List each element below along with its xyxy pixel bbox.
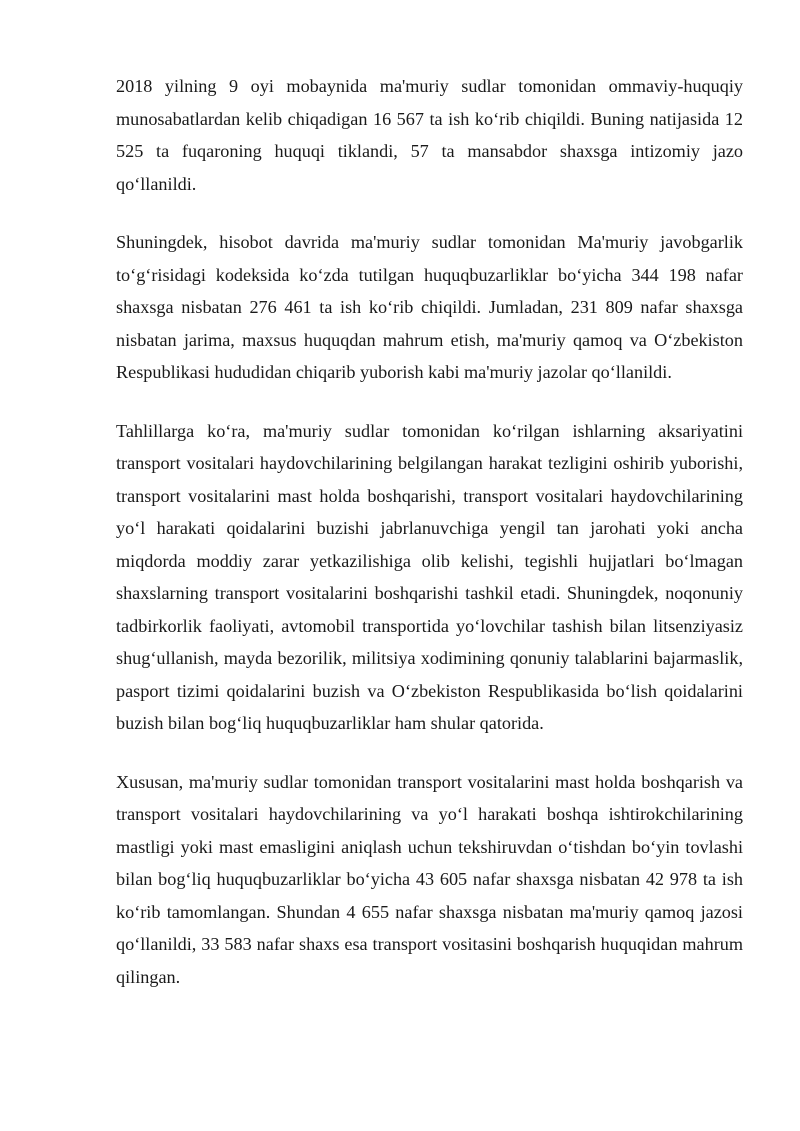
paragraph-drunk-driving-cases: Xususan, ma'muriy sudlar tomonidan transport vositalarini mast holda boshqarish va transport vositalari haydovchilarining va yo‘l harakati boshqa ishtirokchilarining mastligi yoki mast emasligini aniqlash uchun tekshiruvdan o‘tishdan bo‘yin tovlashi bilan bog‘liq huquqbuzarliklar bo‘yicha 43 605 nafar shaxsga nisbatan 42 978 ta ish ko‘rib tamomlangan. Shundan 4 655 nafar shaxsga nisbatan ma'muriy qamoq jazosi qo‘llanildi, 33 583 nafar shaxs esa transport vositasini boshqarish huquqidan mahrum qilingan. [116,771,743,987]
document-body [116,70,743,1019]
paragraph-analysis-of-cases: Tahlillarga ko‘ra, ma'muriy sudlar tomonidan ko‘rilgan ishlarning aksariyatini transport vositalari haydovchilarining belgilangan harakat tezligini oshirib yuborishi, transport vositalarini mast holda boshqarishi, transport vositalari haydovchilarining yo‘l harakati qoidalarini buzishi jabrlanuvchiga yengil tan jarohati yoki ancha miqdorda moddiy zarar yetkazilishiga olib kelishi, tegishli hujjatlari bo‘lmagan shaxslarning transport vositalarini boshqarishi tashkil etadi. Shuningdek, noqonuniy tadbirkorlik faoliyati, avtomobil transportida yo‘lovchilar tashish bilan litsenziyasiz shug‘ullanish, mayda bezorilik, militsiya xodimining qonuniy talablarini bajarmaslik, pasport tizimi qoidalarini buzish va O‘zbekiston Respublikasida bo‘lish qoidalarini buzish bilan bog‘liq huquqbuzarliklar ham shular qatorida. [116,420,743,733]
paragraph-administrative-offenses: Shuningdek, hisobot davrida ma'muriy sudlar tomonidan Ma'muriy javobgarlik to‘g‘risidagi kodeksida ko‘zda tutilgan huquqbuzarliklar bo‘yicha 344 198 nafar shaxsga nisbatan 276 461 ta ish ko‘rib chiqildi. Jumladan, 231 809 nafar shaxsga nisbatan jarima, maxsus huquqdan mahrum etish, ma'muriy qamoq va O‘zbekiston Respublikasi hududidan chiqarib yuborish kabi ma'muriy jazolar qo‘llanildi. [116,232,743,382]
paragraph-administrative-courts-cases: 2018 yilning 9 oyi mobaynida ma'muriy sudlar tomonidan ommaviy-huquqiy munosabatlardan kelib chiqadigan 16 567 ta ish ko‘rib chiqildi. Buning natijasida 12 525 ta fuqaroning huquqi tiklandi, 57 ta mansabdor shaxsga intizomiy jazo qo‘llanildi. [116,76,743,194]
